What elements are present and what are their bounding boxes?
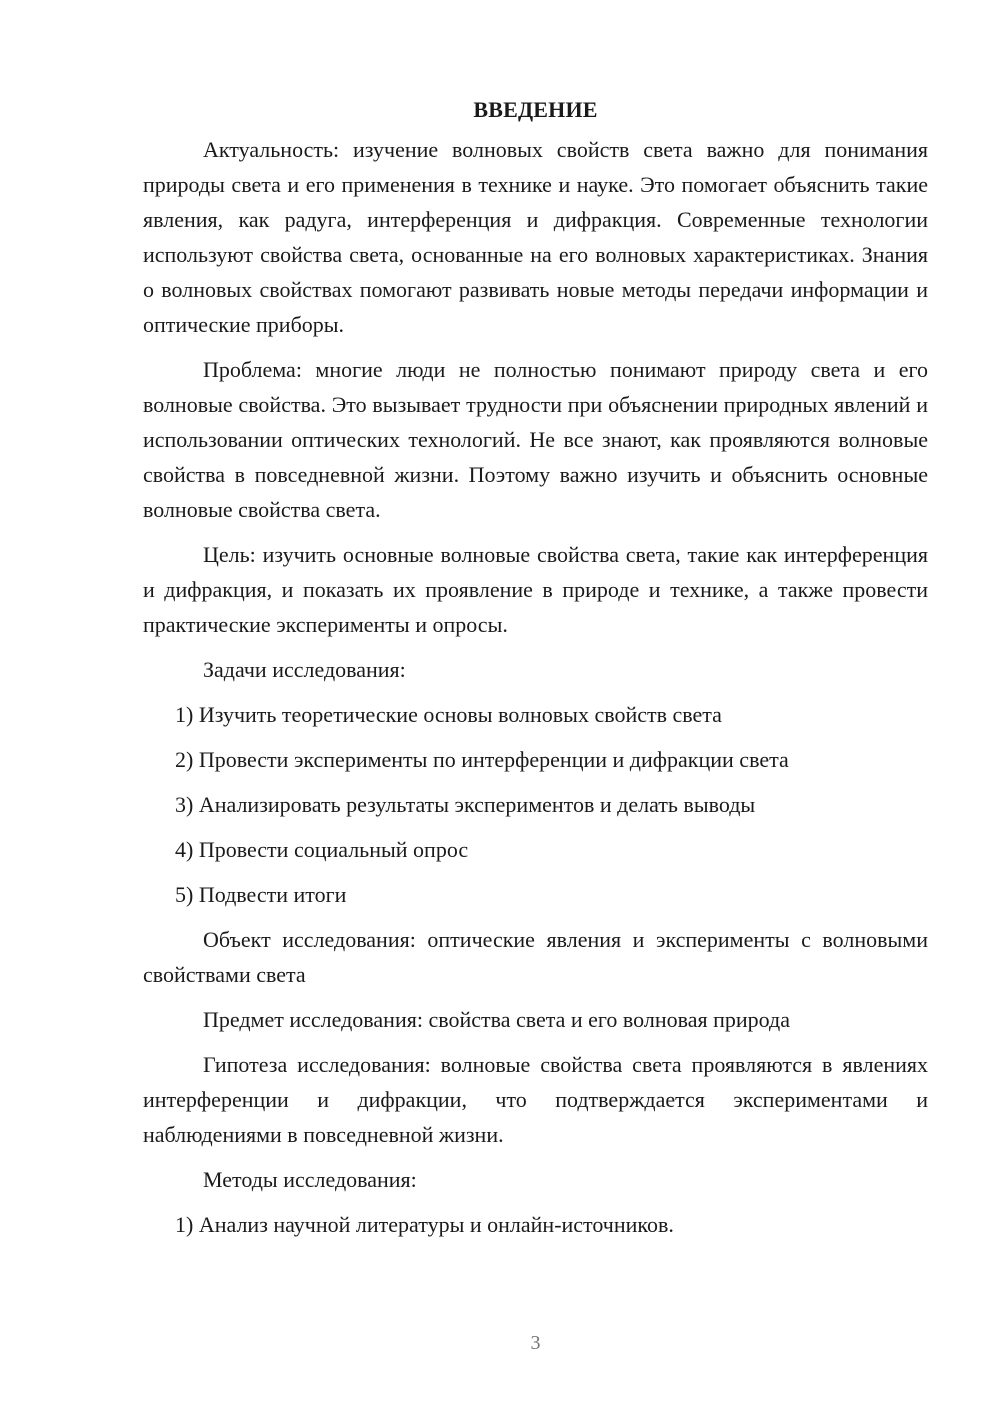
problem-paragraph: Проблема: многие люди не полностью понимают природу света и его волновые свойства. Это вызывает трудности при объяснении природных явлений и использовании оптических технологий. Не все знают, как проявляются волновые свойства в повседневной жизни. Поэтому важно изучить и объяснить основные волновые свойства света. bbox=[143, 357, 928, 522]
object-paragraph: Объект исследования: оптические явления и эксперименты с волновыми свойствами света bbox=[143, 927, 928, 987]
goal-paragraph: Цель: изучить основные волновые свойства света, такие как интерференция и дифракция, и показать их проявление в природе и технике, а также провести практические эксперименты и опросы. bbox=[143, 542, 928, 637]
task-item: 3) Анализировать результаты экспериментов и делать выводы bbox=[175, 792, 756, 817]
task-item: 5) Подвести итоги bbox=[175, 882, 347, 907]
task-item: 4) Провести социальный опрос bbox=[175, 837, 469, 862]
method-item: 1) Анализ научной литературы и онлайн-источников. bbox=[175, 1212, 674, 1237]
relevance-paragraph: Актуальность: изучение волновых свойств света важно для понимания природы света и его применения в технике и науке. Это помогает объяснить такие явления, как радуга, интерференция и дифракция. Современные технологии используют свойства света, основанные на его волновых характеристиках. Знания о волновых свойствах помогают развивать новые методы передачи информации и оптические приборы. bbox=[143, 137, 928, 337]
page-number: 3 bbox=[530, 1332, 541, 1354]
hypothesis-paragraph: Гипотеза исследования: волновые свойства света проявляются в явлениях интерференции и дифракции, что подтверждается экспериментами и наблюдениями в повседневной жизни. bbox=[143, 1052, 928, 1147]
methods-list bbox=[143, 1207, 928, 1242]
task-item: 1) Изучить теоретические основы волновых свойств света bbox=[175, 702, 722, 727]
tasks-list bbox=[143, 697, 928, 912]
section-title: ВВЕДЕНИЕ bbox=[473, 97, 598, 122]
document-page bbox=[143, 92, 928, 1252]
tasks-heading: Задачи исследования: bbox=[203, 657, 406, 682]
subject-paragraph: Предмет исследования: свойства света и его волновая природа bbox=[203, 1007, 790, 1032]
task-item: 2) Провести эксперименты по интерференции и дифракции света bbox=[175, 747, 789, 772]
methods-heading: Методы исследования: bbox=[203, 1167, 417, 1192]
